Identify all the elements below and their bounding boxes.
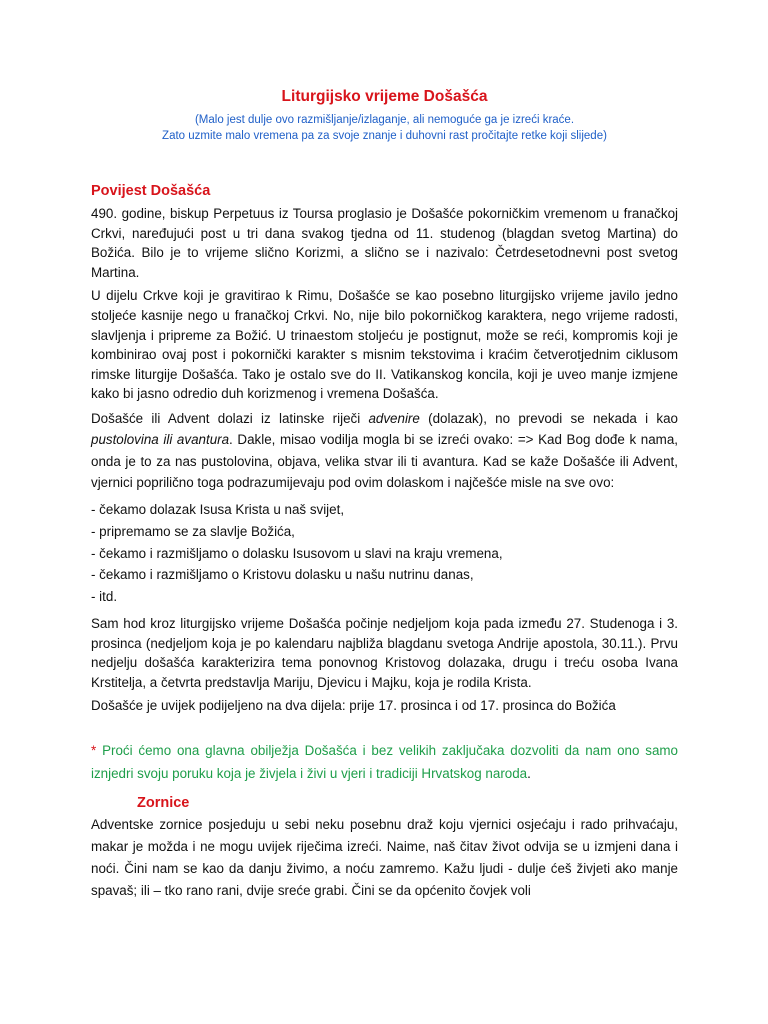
list-item: - itd. <box>91 589 118 605</box>
section-heading-zornice: Zornice <box>137 794 190 811</box>
subtitle-line-1: (Malo jest dulje ovo razmišljanje/izlaganje, ali nemoguće ga je izreći kraće. <box>194 114 575 126</box>
document-title: Liturgijsko vrijeme Došašća <box>281 88 488 105</box>
list-item: - čekamo dolazak Isusa Krista u naš svijet, <box>91 501 345 517</box>
green-note: * Proći ćemo ona glavna obilježja Došašća i bez velikih zaključaka dozvoliti da nam ono samo iznjedri svoju poruku koja je živjela i živi u vjeri i tradiciji Hrvatskog naroda. <box>91 742 679 781</box>
paragraph-4: Sam hod kroz liturgijsko vrijeme Došašća počinje nedjeljom koja pada između 27. Studenoga i 3. prosinca (nedjeljom koja je po kalendaru najbliža blagdanu svetoga Andrije apostola, 30.11.). Prvu nedjelju došašća karakterizira tema ponovnog Kristovog dolazaka, drugu i treću osoba Ivana Krstitelja, a četvrta predstavlja Mariju, Djevicu i Majku, koja je rodila Krista. <box>91 615 678 690</box>
green-note-text: Proći ćemo ona glavna obilježja Došašća i bez velikih zaključaka dozvoliti da nam ono samo iznjedri svoju poruku koja je živjela i živi u vjeri i tradiciji Hrvatskog naroda <box>91 742 679 781</box>
word-advenire: advenire <box>368 410 420 426</box>
list-item: - čekamo i razmišljamo o dolasku Isusovom u slavi na kraju vremena, <box>91 545 503 561</box>
advent-list <box>91 499 678 608</box>
subtitle-line-2: Zato uzmite malo vremena pa za svoje znanje i duhovni rast pročitajte retke koji slijede) <box>162 130 607 142</box>
list-item: - pripremamo se za slavlje Božića, <box>91 523 295 539</box>
paragraph-3: Došašće ili Advent dolazi iz latinske riječi advenire (dolazak), no prevodi se nekada i kao pustolovina ili avantura. Dakle, misao vodilja mogla bi se izreći ovako: => Kad Bog dođe k nama, onda je to za nas pustolovina, objava, velika stvar ili ti avantura. Kad se kaže Došašće ili Advent, vjernici poprilično toga podrazumijevaju pod ovim dolaskom i najčešće misle na sve ovo: <box>91 410 678 491</box>
section-heading-povijest: Povijest Došašća <box>91 183 211 199</box>
word-pustolovina: pustolovina ili avantura <box>91 432 230 448</box>
list-item: - čekamo i razmišljamo o Kristovu dolasku u našu nutrinu danas, <box>91 567 474 583</box>
paragraph-1: 490. godine, biskup Perpetuus iz Toursa proglasio je Došašće pokorničkim vremenom u franačkoj Crkvi, naređujući post u tri dana svakog tjedna od 11. studenog (blagdan svetog Martina) do Božića. Bilo je to vrijeme slično Korizmi, a slično se i nazivalo: Četrdesetodnevni post svetog Martina. <box>91 206 678 280</box>
paragraph-6: Adventske zornice posjeduju u sebi neku posebnu draž koju vjernici osjećaju i rado prihvaćaju, makar je možda i ne mogu uvijek riječima izreći. Naime, naš čitav život odvija se u izmjeni dana i noći. Čini nam se kao da danju živimo, a noću zamremo. Kažu ljudi - dulje ćeš živjeti ako manje spavaš; ili – tko rano rani, dvije sreće grabi. Čini se da općenito čovjek voli <box>91 816 678 898</box>
paragraph-2: U dijelu Crkve koji je gravitirao k Rimu, Došašće se kao posebno liturgijsko vrijeme javilo jedno stoljeće kasnije nego u franačkoj Crkvi. No, nije bilo pokorničkog karaktera, nego vrijeme radosti, slavljenja i pripreme za Božić. U trinaestom stoljeću je postignut, može se reći, kompromis koji je kombinirao ovaj post i pokornički karakter s misnim tekstovima i kraćim četverotjednim ciklusom rimske liturgije Došašća. Tako je ostalo sve do II. Vatikanskog koncila, koji je uveo manje izmjene kako bi jasno odredio duh korizmenog i vremena Došašća. <box>91 288 678 402</box>
paragraph-5: Došašće je uvijek podijeljeno na dva dijela: prije 17. prosinca i od 17. prosinca do Božića <box>91 698 616 714</box>
